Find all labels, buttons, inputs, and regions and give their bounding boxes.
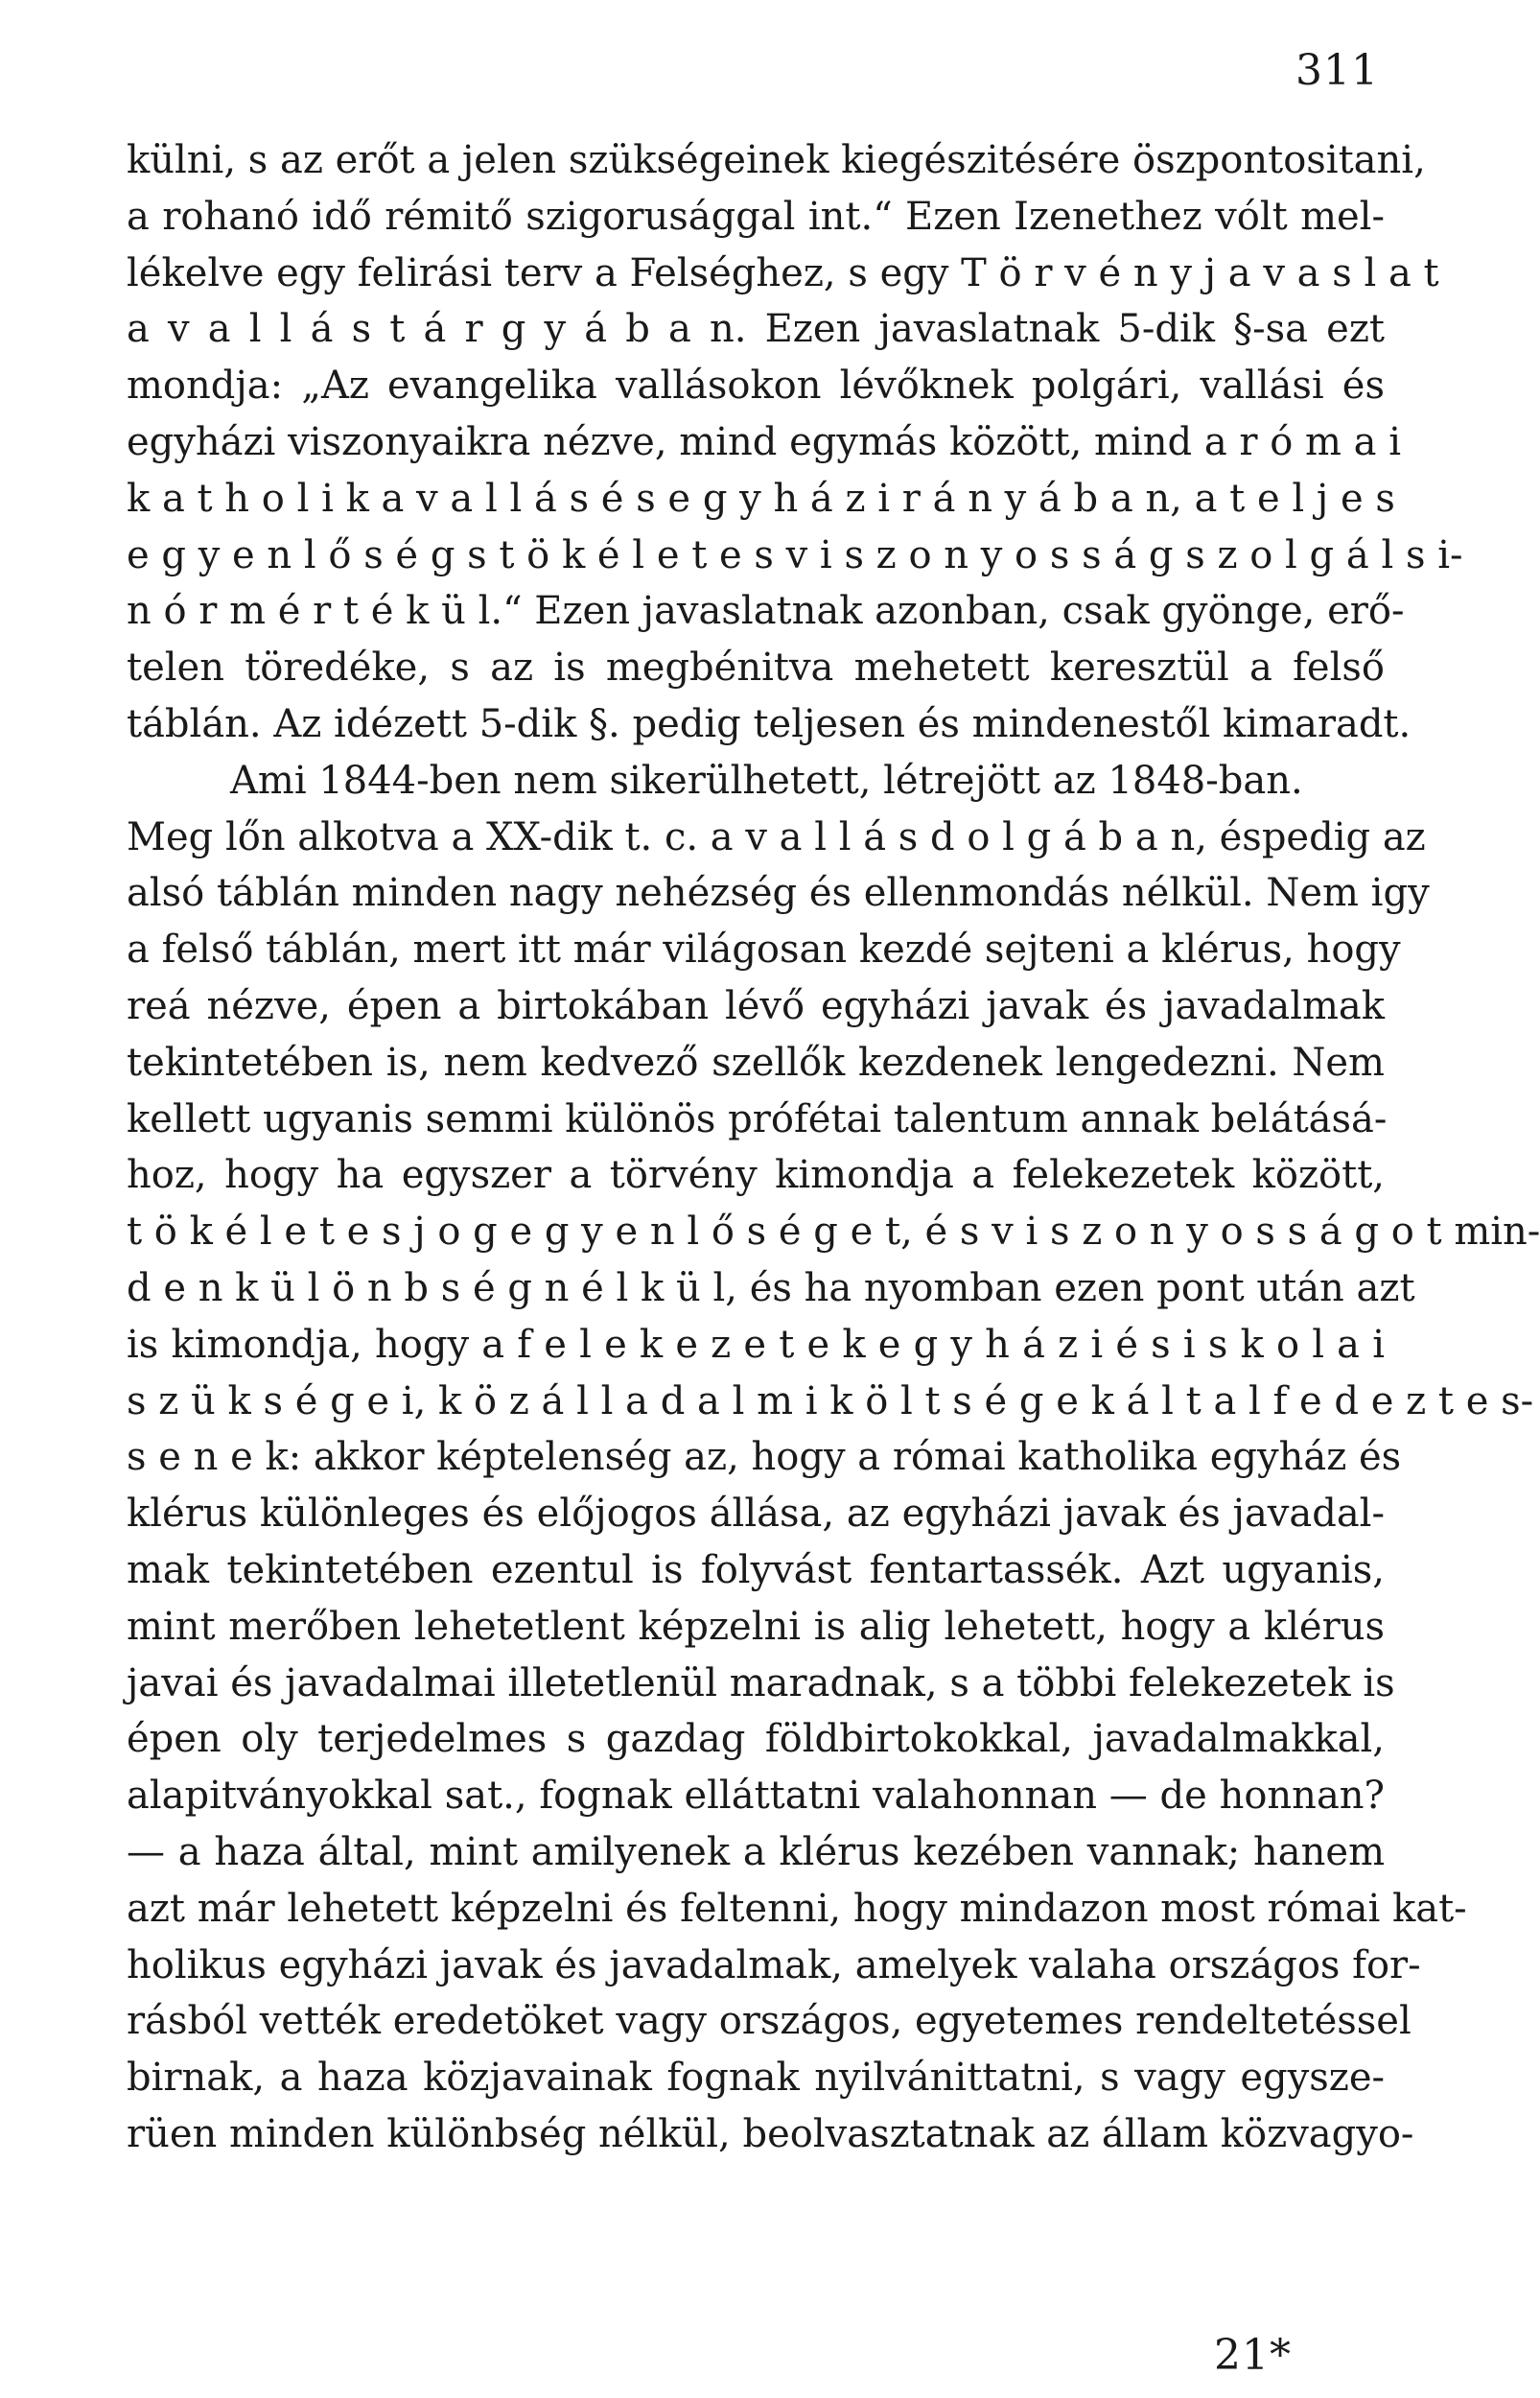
signature-mark: 21* xyxy=(1214,2331,1292,2380)
text-line: klérus különleges és előjogos állása, az egyházi javak és javadal- xyxy=(127,1492,1385,1537)
text-line: egyházi viszonyaikra nézve, mind egymás között, mind a r ó m a i xyxy=(127,419,1402,464)
text-line: lékelve egy felirási terv a Felséghez, s egy T ö r v é n y j a v a s l a t xyxy=(127,250,1439,295)
text-line: t ö k é l e t e s j o g e g y e n l ő s é g e t, é s v i s z o n y o s s á g o t min- xyxy=(127,1210,1540,1255)
paragraph-start-line: Ami 1844-ben nem sikerülhetett, létrejött az 1848-ban. xyxy=(230,758,1303,803)
text-line: rásból vették eredetöket vagy országos, egyetemes rendeltetéssel xyxy=(127,1999,1412,2044)
page-number: 311 xyxy=(1295,46,1379,95)
text-line: is kimondja, hogy a f e l e k e z e t e k e g y h á z i é s i s k o l a i xyxy=(127,1322,1385,1367)
text-line: birnak, a haza közjavainak fognak nyilvánittatni, s vagy egysze- xyxy=(127,2056,1385,2101)
text-line: s e n e k: akkor képtelenség az, hogy a római katholika egyház és xyxy=(127,1435,1402,1480)
text-line: mint merőben lehetetlent képzelni is alig lehetett, hogy a klérus xyxy=(127,1604,1385,1649)
text-line: telen töredéke, s az is megbénitva mehetett keresztül a felső xyxy=(127,646,1385,691)
text-line: s z ü k s é g e i, k ö z á l l a d a l m i k ö l t s é g e k á l t a l f e d e z t e s- xyxy=(127,1378,1534,1423)
text-line: épen oly terjedelmes s gazdag földbirtokokkal, javadalmakkal, xyxy=(127,1717,1385,1762)
text-line: javai és javadalmai illetetlenül maradnak, s a többi felekezetek is xyxy=(127,1660,1395,1705)
text-line: d e n k ü l ö n b s é g n é l k ü l, és ha nyomban ezen pont után azt xyxy=(127,1265,1415,1310)
text-line: n ó r m é r t é k ü l.“ Ezen javaslatnak azonban, csak gyönge, erő- xyxy=(127,589,1405,634)
body-text xyxy=(127,132,1540,2163)
text-line: külni, s az erőt a jelen szükségeinek kiegészitésére öszpontositani, xyxy=(127,138,1426,182)
text-line: Meg lőn alkotva a XX-dik t. c. a v a l l á s d o l g á b a n, éspedig az xyxy=(127,814,1426,859)
text-line: azt már lehetett képzelni és feltenni, hogy mindazon most római kat- xyxy=(127,1886,1467,1931)
text-line: a v a l l á s t á r g y á b a n. Ezen javaslatnak 5-dik §-sa ezt xyxy=(127,307,1385,352)
text-line: a felső táblán, mert itt már világosan kezdé sejteni a klérus, hogy xyxy=(127,928,1401,973)
text-line: alsó táblán minden nagy nehézség és ellenmondás nélkül. Nem igy xyxy=(127,871,1430,916)
text-line: k a t h o l i k a v a l l á s é s e g y h á z i r á n y á b a n, a t e l j e s xyxy=(127,476,1395,521)
text-line: hoz, hogy ha egyszer a törvény kimondja a felekezetek között, xyxy=(127,1153,1385,1198)
text-line: mak tekintetében ezentul is folyvást fentartassék. Azt ugyanis, xyxy=(127,1547,1385,1592)
text-line: reá nézve, épen a birtokában lévő egyházi javak és javadalmak xyxy=(127,983,1385,1028)
text-line: e g y e n l ő s é g s t ö k é l e t e s v i s z o n y o s s á g s z o l g á l s i- xyxy=(127,532,1463,577)
text-line: tekintetében is, nem kedvező szellők kezdenek lengedezni. Nem xyxy=(127,1040,1385,1085)
text-line: — a haza által, mint amilyenek a klérus kezében vannak; hanem xyxy=(127,1829,1385,1874)
text-line: alapitványokkal sat., fognak elláttatni valahonnan — de honnan? xyxy=(127,1774,1385,1819)
text-line: holikus egyházi javak és javadalmak, amelyek valaha országos for- xyxy=(127,1942,1421,1987)
text-line: rüen minden különbség nélkül, beolvasztatnak az állam közvagyo- xyxy=(127,2111,1414,2156)
text-line: táblán. Az idézett 5-dik §. pedig teljesen és mindenestől kimaradt. xyxy=(127,701,1412,746)
text-line: a rohanó idő rémitő szigorusággal int.“ Ezen Izenethez vólt mel- xyxy=(127,194,1385,239)
text-line: kellett ugyanis semmi különös prófétai talentum annak belátásá- xyxy=(127,1096,1388,1141)
text-line: mondja: „Az evangelika vallásokon lévőknek polgári, vallási és xyxy=(127,364,1385,409)
